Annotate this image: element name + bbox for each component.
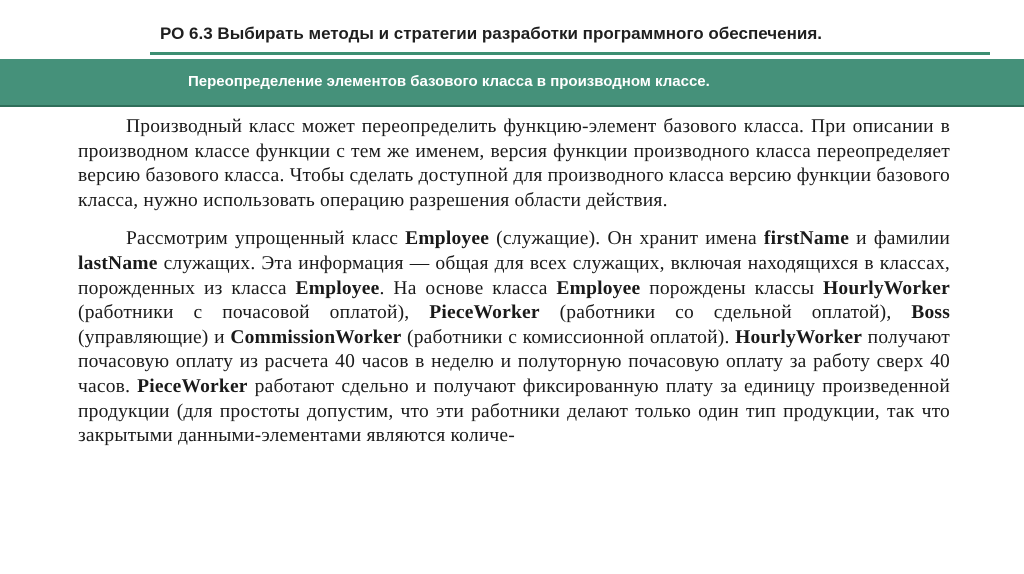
section-heading: Переопределение элементов базового класса в производном классе. [188,73,710,90]
term-boss: Boss [911,302,950,324]
text-run: и фамилии [849,228,950,250]
title-divider [150,52,990,55]
term-hourlyworker: HourlyWorker [823,277,950,299]
text-run: порождены классы [640,277,823,299]
term-employee: Employee [405,228,490,250]
term-lastname: lastName [78,252,158,274]
text-run: (служащие). Он хранит имена [489,228,764,250]
document-body [78,115,950,449]
term-pieceworker: PieceWorker [137,375,248,397]
section-banner [0,59,1024,107]
text-run: (работники с комиссионной оплатой). [401,326,736,348]
term-employee: Employee [556,277,641,299]
paragraph-employee-example [78,227,950,448]
text-run: получают почасовую оплату из расчета 40 часов в неделю и полуторную почасовую оплату за работу сверх 40 часов. [78,326,950,397]
term-employee: Employee [295,277,380,299]
text-run: (управляющие) и [78,326,231,348]
text-run: . На основе класса [379,277,557,299]
term-firstname: firstName [763,228,850,250]
term-commissionworker: CommissionWorker [230,326,402,348]
term-pieceworker: PieceWorker [429,302,540,324]
paragraph-override: Производный класс может переопределить функцию-элемент базового класса. При описании в производном классе функции с тем же именем, версия функции производного класса переопределяет версию базового класса. Чтобы сделать доступной для производного класса версию функции базового класса, нужно использовать операцию разрешения области действия. [78,116,950,211]
term-hourlyworker: HourlyWorker [735,326,863,348]
text-run: (работники со сдельной оплатой), [539,302,912,324]
text-run: работают сдельно и получают фиксированную плату за единицу произведенной продукции (для простоты допустим, что эти работники делают только один тип продукции, так что закрытыми данными-элементами являются количе- [78,375,950,447]
slide-title: РО 6.3 Выбирать методы и стратегии разработки программного обеспечения. [160,24,822,43]
text-run: (работники с почасовой оплатой), [78,302,430,324]
text-run: Рассмотрим упрощенный класс [126,228,406,250]
text-run: служащих. Эта информация — общая для всех служащих, включая находящихся в классах, порожденных из класса [78,252,950,299]
